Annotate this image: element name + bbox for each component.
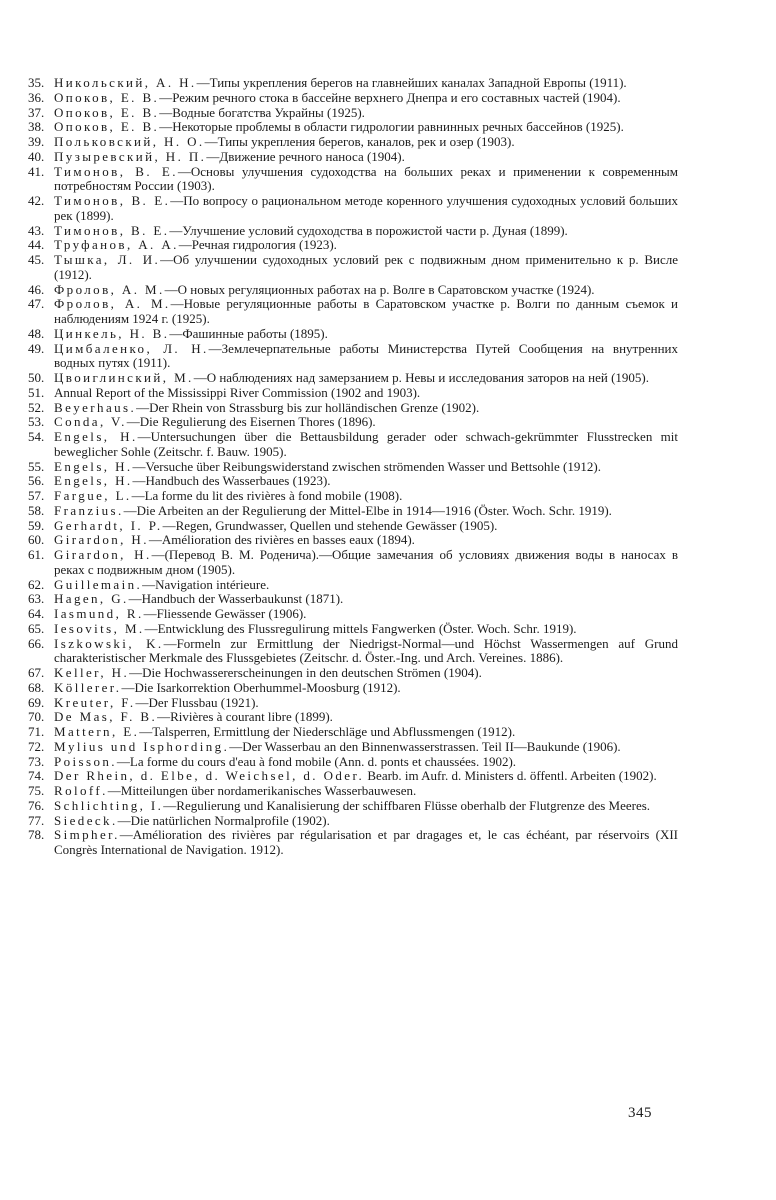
reference-text: —La forme du cours d'eau à fond mobile (Ann. d. ponts et chaussées. 1902). <box>116 753 517 769</box>
reference-text: —Rivières à courant libre (1899). <box>157 709 333 725</box>
reference-body <box>54 415 678 430</box>
reference-entry <box>28 519 678 534</box>
reference-author: Фролов, А. М. <box>54 296 171 312</box>
reference-number: 40. <box>28 148 45 164</box>
reference-body <box>54 194 678 224</box>
reference-text: —Handbuch der Wasserbaukunst (1871). <box>128 591 344 607</box>
reference-body <box>54 725 678 740</box>
reference-author: Guillemain. <box>54 576 143 592</box>
reference-entry <box>28 224 678 239</box>
reference-body <box>54 504 678 519</box>
reference-author: Тимонов, В. Е. <box>54 163 178 179</box>
reference-number: 67. <box>28 665 45 680</box>
reference-body <box>54 755 678 770</box>
reference-number: 65. <box>28 620 45 636</box>
page-number: 345 <box>628 1105 652 1121</box>
reference-body <box>54 578 678 593</box>
reference-number: 44. <box>28 237 45 253</box>
reference-text: —Die Isarkorrektion Oberhummel-Moosburg (1912). <box>121 679 401 695</box>
reference-author: Труфанов, А. А. <box>54 237 179 253</box>
reference-text: —Amélioration des rivières par régularisation et par dragages et, le cas échéant, par réservoirs (XII Congrès International de Navigation. 1912). <box>54 827 678 857</box>
reference-entry <box>28 165 678 195</box>
reference-entry <box>28 504 678 519</box>
reference-entry <box>28 799 678 814</box>
reference-body <box>54 401 678 416</box>
reference-text: —Die natürlichen Normalprofile (1902). <box>117 812 330 828</box>
reference-number: 53. <box>28 414 45 430</box>
reference-number: 36. <box>28 89 45 105</box>
reference-number: 48. <box>28 325 45 341</box>
reference-entry <box>28 135 678 150</box>
reference-body <box>54 371 678 386</box>
reference-entry <box>28 283 678 298</box>
reference-number: 41. <box>28 163 45 179</box>
reference-number: 77. <box>28 812 45 828</box>
reference-author: Beyerhaus. <box>54 399 137 415</box>
reference-body <box>54 460 678 475</box>
reference-number: 70. <box>28 709 45 725</box>
reference-entry <box>28 371 678 386</box>
reference-text: —Die Hochwassererscheinungen in den deutschen Strömen (1904). <box>129 665 482 680</box>
reference-author: Engels, H. <box>54 429 138 444</box>
reference-body <box>54 150 678 165</box>
reference-number: 59. <box>28 517 45 533</box>
reference-author: Цинкель, Н. В. <box>54 325 170 341</box>
reference-body <box>54 784 678 799</box>
reference-author: Тимонов, В. Е. <box>54 193 171 208</box>
reference-author: Польковский, Н. О. <box>54 134 205 149</box>
reference-entry <box>28 696 678 711</box>
reference-text: —Der Wasserbau an den Binnenwasserstrassen. Teil II—Baukunde (1906). <box>229 738 621 754</box>
reference-body <box>54 696 678 711</box>
reference-text: —Untersuchungen über die Bettausbildung gerader oder schwach-gekrümmter Flusstrecken mit beweglicher Sohle (Zeitschr. f. Bauw. 1905). <box>54 429 678 459</box>
reference-body <box>54 769 678 784</box>
reference-author: Girardon, H. <box>54 547 152 562</box>
reference-entry <box>28 828 678 858</box>
reference-text: —Основы улучшения судоходства на больших реках и применении к современным потребностям России (1903). <box>54 163 678 194</box>
reference-number: 71. <box>28 724 45 739</box>
reference-text: —Die Regulierung des Eisernen Thores (1896). <box>126 414 376 430</box>
reference-text: —Mitteilungen über nordamerikanisches Wasserbauwesen. <box>107 783 417 798</box>
reference-text: —Водные богатства Украйны (1925). <box>159 104 365 120</box>
reference-entry <box>28 106 678 121</box>
reference-entry <box>28 607 678 622</box>
reference-body <box>54 386 678 401</box>
reference-number: 38. <box>28 119 45 135</box>
reference-number: 60. <box>28 532 45 548</box>
reference-text: —Amélioration des rivières en basses eaux (1894). <box>148 532 415 548</box>
reference-text: —Entwicklung des Flussregulirung mittels Fangwerken (Öster. Woch. Schr. 1919). <box>144 620 577 636</box>
reference-entry <box>28 740 678 755</box>
reference-entry <box>28 253 678 283</box>
reference-body <box>54 622 678 637</box>
reference-number: 74. <box>28 768 45 784</box>
reference-text: —Formeln zur Ermittlung der Niedrigst-Normal—und Höchst Wassermengen auf Grund charakteristischer Merkmale des Flussgebietes (Zeitschr. d. Öster.-Ing. und Arch. Vereines. 1886). <box>54 635 678 666</box>
reference-entry <box>28 578 678 593</box>
reference-body <box>54 297 678 327</box>
reference-author: Schlichting, I. <box>54 797 164 813</box>
reference-entry <box>28 76 678 91</box>
reference-text: —Regulierung und Kanalisierung der schiffbaren Flüsse oberhalb der Flutgrenze des Meeres. <box>163 797 651 813</box>
reference-text: —(Перевод В. М. Роденича).—Общие замечания об условиях движения воды в наносах в реках с подвижным дном (1905). <box>54 547 678 577</box>
reference-entry <box>28 91 678 106</box>
reference-author: Тышка, Л. И. <box>54 252 161 267</box>
reference-text: —Der Flussbau (1921). <box>135 694 259 710</box>
reference-text: —Об улучшении судоходных условий рек с подвижным дном применительно к р. Висле (1912). <box>54 252 678 282</box>
reference-author: Цимбаленко, Л. Н. <box>54 340 209 356</box>
reference-author: Mattern, E. <box>54 724 140 739</box>
reference-author: De Mas, F. B. <box>54 709 158 725</box>
reference-author: Тимонов, В. Е. <box>54 222 170 238</box>
reference-number: 64. <box>28 606 45 621</box>
reference-text: —Regen, Grundwasser, Quellen und stehende Gewässer (1905). <box>162 517 498 533</box>
reference-body <box>54 799 678 814</box>
reference-text: —Режим речного стока в бассейне верхнего Днепра и его составных частей (1904). <box>159 89 621 105</box>
reference-number: 72. <box>28 738 45 754</box>
reference-number: 51. <box>28 384 45 400</box>
reference-number: 66. <box>28 635 45 651</box>
reference-author: Никольский, А. Н. <box>54 75 197 90</box>
reference-author: Roloff. <box>54 783 108 798</box>
reference-text: —Fliessende Gewässer (1906). <box>143 606 307 621</box>
reference-entry <box>28 533 678 548</box>
reference-author: Цвоиглинский, М. <box>54 370 194 385</box>
reference-entry <box>28 297 678 327</box>
reference-number: 52. <box>28 399 45 415</box>
reference-author: Iszkowski, K. <box>54 635 164 651</box>
reference-body <box>54 283 678 298</box>
reference-text: —Речная гидрология (1923). <box>178 237 337 253</box>
reference-entry <box>28 755 678 770</box>
reference-entry <box>28 474 678 489</box>
reference-entry <box>28 622 678 637</box>
reference-text: —Некоторые проблемы в области гидрологии равнинных речных бассейнов (1925). <box>159 119 624 135</box>
reference-list <box>28 76 678 858</box>
reference-entry <box>28 194 678 224</box>
reference-author: Simpher. <box>54 827 120 843</box>
reference-text: —Der Rhein von Strassburg bis zur holländischen Grenze (1902). <box>136 399 480 415</box>
reference-entry <box>28 415 678 430</box>
reference-body <box>54 666 678 681</box>
reference-number: 63. <box>28 591 45 607</box>
reference-author: Franzius. <box>54 502 124 518</box>
reference-body <box>54 91 678 106</box>
reference-number: 42. <box>28 193 45 208</box>
reference-number: 54. <box>28 429 45 444</box>
reference-text: —Землечерпательные работы Министерства Путей Сообщения на внутренних водных путях (1911). <box>54 340 679 371</box>
reference-number: 73. <box>28 753 45 769</box>
reference-entry <box>28 769 678 784</box>
reference-entry <box>28 725 678 740</box>
reference-number: 35. <box>28 75 45 90</box>
reference-author: Опоков, Е. В. <box>54 89 160 105</box>
reference-body <box>54 489 678 504</box>
reference-body <box>54 548 678 578</box>
reference-entry <box>28 150 678 165</box>
reference-text: —О новых регуляционных работах на р. Волге в Саратовском участке (1924). <box>164 281 595 297</box>
reference-body <box>54 519 678 534</box>
reference-author: Опоков, Е. В. <box>54 119 160 135</box>
reference-author: Fargue, L. <box>54 488 132 503</box>
reference-body <box>54 828 678 858</box>
reference-body <box>54 253 678 283</box>
reference-text: —Улучшение условий судоходства в порожистой части р. Дуная (1899). <box>169 222 568 238</box>
reference-author: Siedeck. <box>54 812 118 828</box>
reference-author: Kreuter, F. <box>54 694 136 710</box>
reference-number: 39. <box>28 134 45 149</box>
reference-number: 76. <box>28 797 45 813</box>
reference-entry <box>28 327 678 342</box>
reference-body <box>54 814 678 829</box>
reference-body <box>54 592 678 607</box>
reference-text: —Фашинные работы (1895). <box>169 325 328 341</box>
reference-number: 56. <box>28 473 45 489</box>
reference-author: Gerhardt, I. P. <box>54 517 163 533</box>
reference-number: 55. <box>28 458 45 474</box>
reference-body <box>54 342 678 372</box>
reference-text: Annual Report of the Mississippi River Commission (1902 and 1903). <box>54 384 421 400</box>
reference-entry <box>28 681 678 696</box>
reference-entry <box>28 238 678 253</box>
reference-text: —Versuche über Reibungswiderstand zwischen strömenden Wasser und Bettsohle (1912). <box>132 458 601 474</box>
reference-author: Poisson. <box>54 753 117 769</box>
reference-number: 43. <box>28 222 45 238</box>
reference-author: Girardon, H. <box>54 532 149 548</box>
reference-author: Iasmund, R. <box>54 606 144 621</box>
reference-entry <box>28 784 678 799</box>
reference-author: Der Rhein, d. Elbe, d. Weichsel, d. Oder. <box>54 768 365 784</box>
reference-body <box>54 238 678 253</box>
reference-body <box>54 681 678 696</box>
reference-body <box>54 224 678 239</box>
reference-number: 49. <box>28 340 45 356</box>
reference-body <box>54 120 678 135</box>
reference-body <box>54 327 678 342</box>
reference-text: —Handbuch des Wasserbaues (1923). <box>132 473 331 489</box>
reference-body <box>54 135 678 150</box>
reference-author: Пузыревский, Н. П. <box>54 148 207 164</box>
reference-text: Bearb. im Aufr. d. Ministers d. öffentl. Arbeiten (1902). <box>364 768 657 784</box>
reference-text: —La forme du lit des rivières à fond mobile (1908). <box>131 488 403 503</box>
reference-author: Фролов, А. М. <box>54 281 165 297</box>
reference-entry <box>28 460 678 475</box>
reference-entry <box>28 489 678 504</box>
reference-number: 46. <box>28 281 45 297</box>
reference-body <box>54 165 678 195</box>
reference-entry <box>28 342 678 372</box>
reference-number: 58. <box>28 502 45 518</box>
reference-number: 62. <box>28 576 45 592</box>
reference-entry <box>28 548 678 578</box>
reference-body <box>54 430 678 460</box>
reference-number: 75. <box>28 783 45 798</box>
reference-number: 37. <box>28 104 45 120</box>
reference-number: 61. <box>28 547 45 562</box>
reference-entry <box>28 592 678 607</box>
reference-body <box>54 637 678 667</box>
reference-number: 69. <box>28 694 45 710</box>
reference-text: —Die Arbeiten an der Regulierung der Mittel-Elbe in 1914—1916 (Öster. Woch. Schr. 1919). <box>123 502 612 518</box>
reference-text: —По вопросу о рациональном методе коренного улучшения судоходных условий больших рек (1899). <box>54 193 678 223</box>
reference-body <box>54 106 678 121</box>
reference-number: 78. <box>28 827 45 843</box>
reference-text: —Talsperren, Ermittlung der Niederschläge und Abflussmengen (1912). <box>139 724 516 739</box>
reference-text: —Типы укрепления берегов, каналов, рек и озер (1903). <box>204 134 515 149</box>
reference-author: Iesovits, M. <box>54 620 145 636</box>
reference-entry <box>28 401 678 416</box>
reference-text: —Движение речного наноса (1904). <box>206 148 405 164</box>
reference-body <box>54 740 678 755</box>
reference-entry <box>28 666 678 681</box>
reference-body <box>54 76 678 91</box>
reference-body <box>54 710 678 725</box>
reference-author: Engels, H. <box>54 458 133 474</box>
reference-author: Köllerer. <box>54 679 122 695</box>
reference-entry <box>28 430 678 460</box>
reference-author: Engels, H. <box>54 473 133 489</box>
reference-text: —Новые регуляционные работы в Саратовском участке р. Волги по данным съемок и наблюдениям 1924 г. (1925). <box>54 296 678 326</box>
reference-text: —О наблюдениях над замерзанием р. Невы и исследования заторов на ней (1905). <box>193 370 649 385</box>
reference-author: Hagen, G. <box>54 591 129 607</box>
reference-entry <box>28 637 678 667</box>
reference-number: 57. <box>28 488 45 503</box>
reference-author: Conda, V. <box>54 414 127 430</box>
reference-author: Mylius und Isphording. <box>54 738 230 754</box>
reference-number: 45. <box>28 252 45 267</box>
reference-number: 47. <box>28 296 45 312</box>
reference-text: —Navigation intérieure. <box>142 576 270 592</box>
reference-author: Keller, H. <box>54 665 130 680</box>
reference-entry <box>28 814 678 829</box>
reference-entry <box>28 710 678 725</box>
reference-number: 50. <box>28 370 45 385</box>
reference-text: —Типы укрепления берегов на главнейших каналах Западной Европы (1911). <box>196 75 627 90</box>
reference-entry <box>28 386 678 401</box>
reference-body <box>54 533 678 548</box>
reference-entry <box>28 120 678 135</box>
reference-author: Опоков, Е. В. <box>54 104 160 120</box>
reference-number: 68. <box>28 679 45 695</box>
reference-body <box>54 607 678 622</box>
reference-body <box>54 474 678 489</box>
